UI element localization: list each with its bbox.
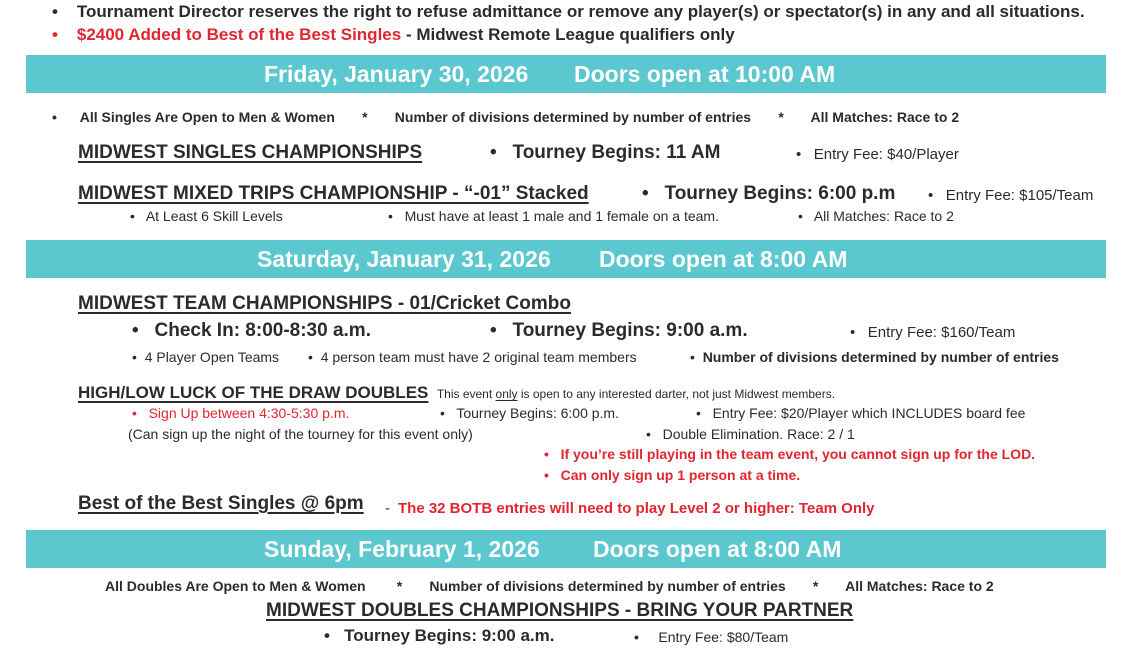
trips-fee-text: Entry Fee: $105/Team — [945, 187, 1094, 204]
bullet: • — [52, 2, 58, 21]
bullet: • — [646, 426, 651, 442]
sunday-doors: Doors open at 8:00 AM — [593, 536, 842, 562]
lod-warning-one — [544, 467, 800, 483]
bullet: • — [642, 183, 649, 204]
team-detail-members — [308, 349, 637, 365]
bullet: • — [132, 405, 137, 421]
note-added-money-text: $2400 Added to Best of the Best Singles — [76, 25, 402, 44]
lod-warning-one-text: Can only sign up 1 person at a time. — [560, 467, 801, 483]
note-qualifiers-text: - Midwest Remote League qualifiers only — [405, 25, 735, 44]
star: * — [362, 109, 368, 125]
singles-fee — [796, 146, 959, 163]
note-item-director — [52, 2, 1085, 22]
trips-begins-text: Tourney Begins: 6:00 p.m — [664, 183, 896, 204]
friday-info-line — [52, 109, 959, 125]
friday-info-race: All Matches: Race to 2 — [810, 109, 960, 125]
star: * — [778, 109, 784, 125]
friday-date: Friday, January 30, 2026 — [264, 61, 529, 87]
singles-title: MIDWEST SINGLES CHAMPIONSHIPS — [78, 142, 423, 163]
team-detail-open-text: 4 Player Open Teams — [144, 349, 280, 365]
lod-fee — [696, 405, 1025, 421]
team-detail-divisions-text: Number of divisions determined by number of entries — [702, 349, 1059, 365]
team-title: MIDWEST TEAM CHAMPIONSHIPS - 01/Cricket Combo — [78, 293, 571, 314]
bullet: • — [324, 626, 330, 645]
sunday-header — [26, 530, 1106, 568]
lod-night-note: (Can sign up the night of the tourney for this event only) — [128, 426, 473, 442]
trips-begins — [642, 183, 895, 205]
trips-detail-race — [798, 208, 954, 224]
lod-note-post: is open to any interested darter, not just Midwest members. — [517, 387, 836, 401]
bullet: • — [634, 629, 639, 645]
lod-note — [437, 387, 835, 401]
bullet: • — [388, 208, 393, 224]
bullet: • — [928, 187, 934, 204]
lod-begins — [440, 405, 619, 421]
bullet: • — [850, 324, 856, 341]
lod-begins-text: Tourney Begins: 6:00 p.m. — [456, 405, 619, 421]
trips-detail-race-text: All Matches: Race to 2 — [813, 208, 954, 224]
bullet: • — [132, 349, 137, 365]
star: * — [812, 578, 819, 594]
sunday-date: Sunday, February 1, 2026 — [264, 536, 540, 562]
team-detail-divisions — [690, 349, 1059, 365]
lod-fee-text: Entry Fee: $20/Player which INCLUDES board fee — [712, 405, 1026, 421]
lod-warning-team — [544, 446, 1035, 462]
doubles-title: MIDWEST DOUBLES CHAMPIONSHIPS - BRING YOUR PARTNER — [266, 600, 854, 621]
team-checkin — [132, 320, 371, 342]
bullet: • — [696, 405, 701, 421]
team-fee — [850, 324, 1015, 341]
trips-detail-skill — [130, 208, 283, 224]
singles-fee-text: Entry Fee: $40/Player — [813, 146, 959, 163]
trips-detail-gender — [388, 208, 719, 224]
doubles-fee-text: Entry Fee: $80/Team — [658, 629, 789, 645]
note-director-text: Tournament Director reserves the right to refuse admittance or remove any player(s) or spectator(s) in any and all situations. — [76, 2, 1085, 21]
singles-begins-text: Tourney Begins: 11 AM — [512, 142, 721, 163]
bullet: • — [52, 109, 57, 125]
trips-title: MIDWEST MIXED TRIPS CHAMPIONSHIP - “-01” Stacked — [78, 183, 589, 204]
doubles-fee — [634, 629, 788, 645]
doubles-begins — [324, 626, 554, 646]
saturday-date: Saturday, January 31, 2026 — [257, 246, 551, 272]
saturday-doors: Doors open at 8:00 AM — [599, 246, 848, 272]
friday-doors: Doors open at 10:00 AM — [574, 61, 836, 87]
friday-info-divisions: Number of divisions determined by number of entries — [394, 109, 752, 125]
trips-fee — [928, 187, 1093, 204]
trips-detail-gender-text: Must have at least 1 male and 1 female on a team. — [404, 208, 719, 224]
sunday-info-race: All Matches: Race to 2 — [845, 578, 994, 594]
lod-note-pre: This event — [436, 387, 496, 401]
bullet: • — [490, 320, 497, 341]
lod-elimination-text: Double Elimination. Race: 2 / 1 — [662, 426, 855, 442]
bullet: • — [796, 146, 802, 163]
lod-signup — [132, 405, 349, 421]
lod-signup-text: Sign Up between 4:30-5:30 p.m. — [148, 405, 350, 421]
note-item-added-money — [52, 25, 735, 45]
botb-title: Best of the Best Singles @ 6pm — [78, 493, 364, 514]
bullet: • — [440, 405, 445, 421]
bullet: • — [490, 142, 497, 163]
bullet: • — [544, 467, 549, 483]
bullet: • — [52, 25, 58, 44]
star: * — [396, 578, 403, 594]
bullet: • — [308, 349, 313, 365]
team-begins-text: Tourney Begins: 9:00 a.m. — [512, 320, 748, 341]
sunday-info-divisions: Number of divisions determined by number of entries — [429, 578, 786, 594]
bullet: • — [690, 349, 695, 365]
bullet: • — [130, 208, 135, 224]
team-fee-text: Entry Fee: $160/Team — [867, 324, 1016, 341]
team-begins — [490, 320, 748, 342]
bullet: • — [132, 320, 139, 341]
saturday-header — [26, 240, 1106, 278]
lod-title-line — [78, 383, 835, 403]
bullet: • — [798, 208, 803, 224]
lod-warning-team-text: If you’re still playing in the team event, you cannot sign up for the LOD. — [560, 446, 1036, 462]
friday-header — [26, 55, 1106, 93]
lod-note-only: only — [495, 387, 518, 401]
sunday-info-line — [105, 578, 994, 594]
trips-detail-skill-text: At Least 6 Skill Levels — [145, 208, 283, 224]
bullet: • — [544, 446, 549, 462]
team-detail-open — [132, 349, 279, 365]
team-checkin-text: Check In: 8:00-8:30 a.m. — [154, 320, 371, 341]
team-detail-members-text: 4 person team must have 2 original team members — [320, 349, 637, 365]
botb-note: The 32 BOTB entries will need to play Level 2 or higher: Team Only — [398, 500, 875, 517]
friday-info-open: All Singles Are Open to Men & Women — [79, 109, 335, 125]
lod-elimination — [646, 426, 855, 442]
singles-begins — [490, 142, 720, 164]
botb-dash: - — [385, 500, 390, 517]
lod-title: HIGH/LOW LUCK OF THE DRAW DOUBLES — [78, 383, 429, 402]
doubles-begins-text: Tourney Begins: 9:00 a.m. — [344, 626, 555, 645]
sunday-info-open: All Doubles Are Open to Men & Women — [105, 578, 366, 594]
